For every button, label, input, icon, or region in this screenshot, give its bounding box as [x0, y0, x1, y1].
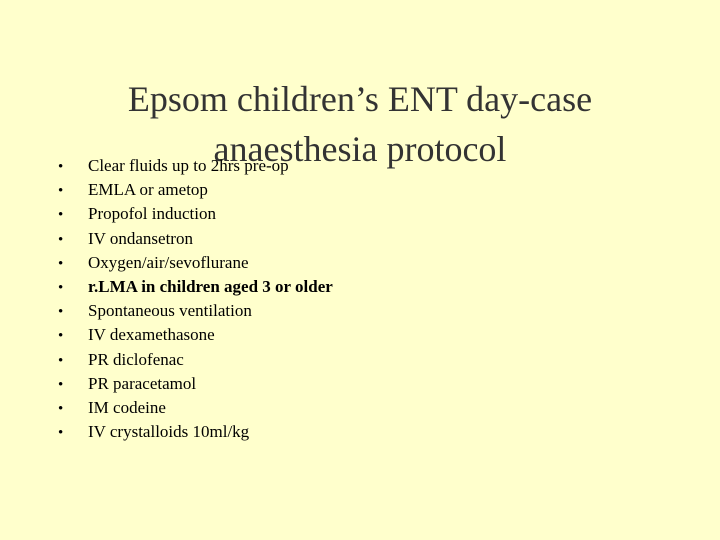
bullet-text: r.LMA in children aged 3 or older	[88, 276, 333, 296]
bullet-icon: •	[58, 255, 64, 272]
bullet-text: IV crystalloids 10ml/kg	[88, 422, 250, 442]
bullet-icon: •	[58, 400, 64, 417]
bullet-item-emla	[58, 180, 333, 204]
bullet-text: PR paracetamol	[88, 373, 197, 393]
bullet-text: Propofol induction	[88, 204, 216, 224]
bullet-text: IV dexamethasone	[88, 325, 215, 345]
bullet-icon: •	[58, 352, 64, 369]
bullet-item-codeine	[58, 398, 333, 422]
bullet-text: Oxygen/air/sevoflurane	[88, 252, 249, 272]
bullet-text: Clear fluids up to 2hrs pre-op	[88, 156, 289, 175]
bullet-icon: •	[58, 207, 64, 224]
bullet-text: Spontaneous ventilation	[88, 301, 252, 321]
bullet-item-dexamethasone	[58, 325, 333, 349]
bullet-icon: •	[58, 376, 64, 393]
bullet-item-sevoflurane	[58, 253, 333, 277]
bullet-icon: •	[58, 304, 64, 321]
bullet-text: PR diclofenac	[88, 349, 184, 369]
bullet-item-paracetamol	[58, 374, 333, 398]
bullet-item-propofol	[58, 204, 333, 228]
bullet-text: EMLA or ametop	[88, 180, 208, 200]
bullet-icon: •	[58, 231, 64, 248]
bullet-item-crystalloids	[58, 422, 333, 446]
bullet-icon: •	[58, 279, 64, 296]
bullet-icon: •	[58, 425, 64, 442]
bullet-item-ondansetron	[58, 229, 333, 253]
slide-title-line-2: anaesthesia protocol	[213, 129, 507, 170]
bullet-item-spontaneous-ventilation	[58, 301, 333, 325]
bullet-text: IV ondansetron	[88, 228, 193, 248]
bullet-item-diclofenac	[58, 350, 333, 374]
bullet-text: IM codeine	[88, 397, 166, 417]
protocol-bullet-list	[58, 156, 333, 446]
bullet-item-rlma	[58, 277, 333, 301]
bullet-icon: •	[58, 183, 64, 200]
bullet-icon: •	[58, 328, 64, 345]
slide-title-line-1: Epsom children’s ENT day-case	[127, 79, 593, 120]
bullet-icon: •	[58, 159, 64, 175]
bullet-item-clear-fluids	[58, 156, 333, 180]
